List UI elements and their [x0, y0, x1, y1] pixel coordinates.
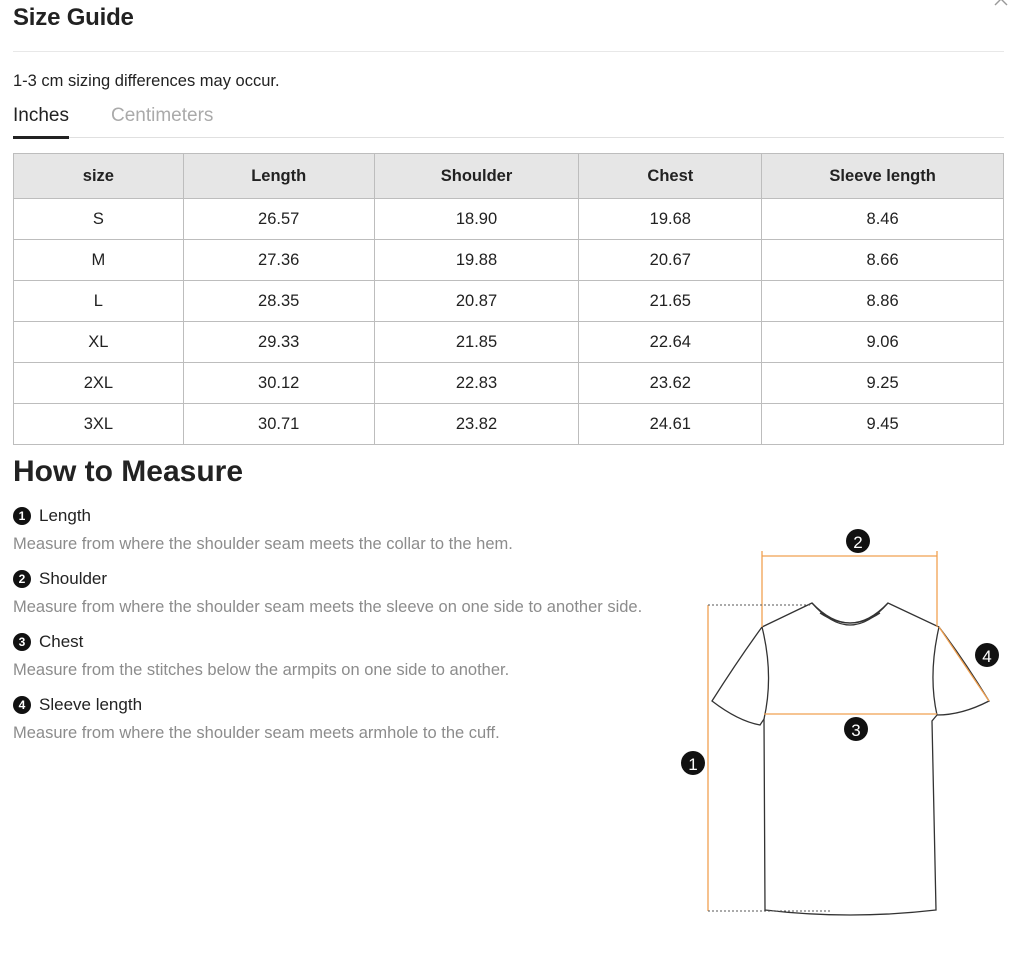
table-cell: 8.86 [762, 281, 1004, 322]
table-cell: 30.71 [183, 404, 374, 445]
tab-centimeters[interactable]: Centimeters [111, 105, 214, 126]
measure-label: Sleeve length [39, 695, 143, 714]
size-table [13, 153, 1004, 445]
measure-description: Measure from the stitches below the armpits on one side to another. [13, 661, 510, 679]
table-cell: 23.62 [579, 363, 762, 404]
column-header: size [14, 154, 184, 199]
table-cell: 2XL [14, 363, 184, 404]
table-row [14, 363, 1004, 404]
table-cell: S [14, 199, 184, 240]
column-header: Sleeve length [762, 154, 1004, 199]
table-row [14, 281, 1004, 322]
table-cell: 3XL [14, 404, 184, 445]
column-header: Length [183, 154, 374, 199]
measure-item-length [13, 505, 513, 553]
svg-text:4: 4 [982, 647, 992, 666]
marker-2-icon [846, 529, 870, 553]
number-4-icon: 4 [13, 696, 31, 714]
tab-inches[interactable]: Inches [13, 105, 69, 138]
table-cell: 21.85 [374, 322, 579, 363]
sizing-note: 1-3 cm sizing differences may occur. [13, 72, 280, 90]
table-cell: 23.82 [374, 404, 579, 445]
table-cell: 22.64 [579, 322, 762, 363]
table-row [14, 199, 1004, 240]
table-cell: 19.88 [374, 240, 579, 281]
how-to-measure-heading: How to Measure [13, 455, 244, 488]
marker-3-icon [844, 717, 868, 741]
table-cell: 8.46 [762, 199, 1004, 240]
close-icon[interactable] [992, 0, 1010, 8]
unit-tabs [13, 104, 1004, 138]
measure-label: Length [39, 506, 91, 525]
column-header: Chest [579, 154, 762, 199]
table-cell: XL [14, 322, 184, 363]
measure-item-sleeve-length [13, 694, 500, 742]
table-cell: 27.36 [183, 240, 374, 281]
measure-description: Measure from where the shoulder seam meets the sleeve on one side to another side. [13, 598, 643, 616]
table-row [14, 240, 1004, 281]
table-cell: L [14, 281, 184, 322]
column-header: Shoulder [374, 154, 579, 199]
table-cell: 28.35 [183, 281, 374, 322]
table-cell: 22.83 [374, 363, 579, 404]
table-cell: 26.57 [183, 199, 374, 240]
table-cell: 9.06 [762, 322, 1004, 363]
table-cell: 29.33 [183, 322, 374, 363]
table-cell: 9.45 [762, 404, 1004, 445]
marker-1-icon [681, 751, 705, 775]
table-cell: 9.25 [762, 363, 1004, 404]
tshirt-measurement-diagram [680, 525, 1010, 925]
measure-label: Chest [39, 632, 84, 651]
table-header-row [14, 154, 1004, 199]
svg-text:2: 2 [853, 533, 863, 552]
measure-item-shoulder [13, 568, 643, 616]
table-cell: 18.90 [374, 199, 579, 240]
tshirt-icon [712, 603, 992, 915]
svg-text:1: 1 [688, 755, 698, 774]
modal-header [13, 0, 1004, 52]
measure-label: Shoulder [39, 569, 108, 588]
svg-text:3: 3 [851, 721, 861, 740]
table-cell: 21.65 [579, 281, 762, 322]
page-title: Size Guide [13, 4, 134, 31]
table-row [14, 404, 1004, 445]
measure-item-chest [13, 631, 510, 679]
marker-4-icon [975, 643, 999, 667]
table-cell: 24.61 [579, 404, 762, 445]
number-3-icon: 3 [13, 633, 31, 651]
number-2-icon: 2 [13, 570, 31, 588]
table-cell: 20.67 [579, 240, 762, 281]
table-cell: 19.68 [579, 199, 762, 240]
table-cell: 20.87 [374, 281, 579, 322]
measure-description: Measure from where the shoulder seam meets the collar to the hem. [13, 535, 513, 553]
number-1-icon: 1 [13, 507, 31, 525]
table-cell: 8.66 [762, 240, 1004, 281]
table-row [14, 322, 1004, 363]
table-cell: 30.12 [183, 363, 374, 404]
measure-description: Measure from where the shoulder seam meets armhole to the cuff. [13, 724, 500, 742]
table-cell: M [14, 240, 184, 281]
